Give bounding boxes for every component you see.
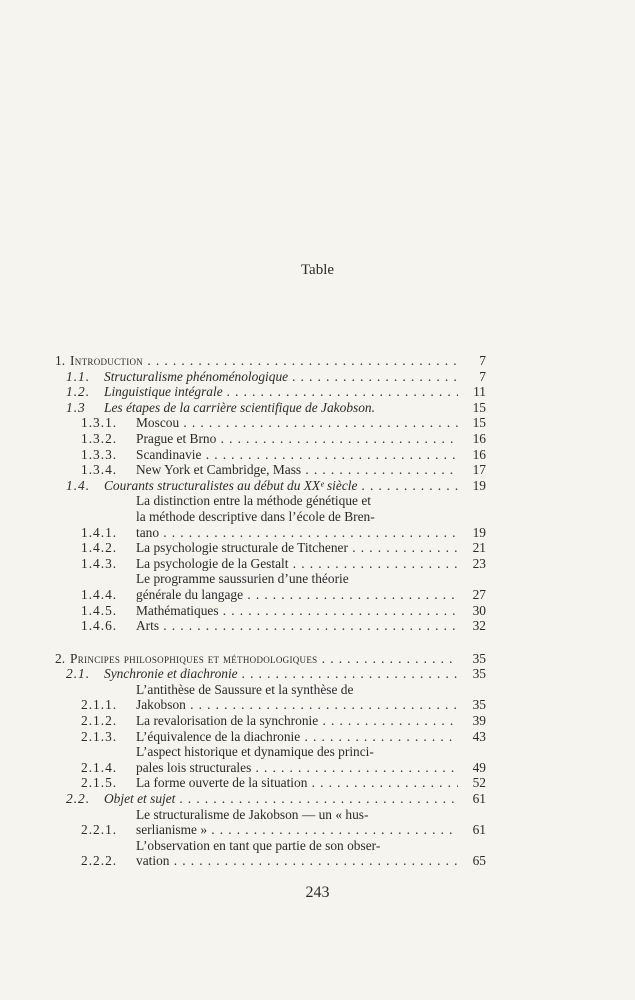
entry-number: 2.1.5.: [81, 775, 118, 791]
entry-title-line: La revalorisation de la synchronie . . .: [136, 713, 458, 729]
entry-title: [136, 493, 458, 540]
toc-entry[interactable]: [55, 493, 486, 540]
page-number: 243: [305, 884, 330, 901]
entry-page-number: 7: [479, 368, 486, 384]
entry-title-line: Le programme saussurien d’une théorie: [136, 571, 349, 587]
entry-title-line: Principes philosophiques et méthodologiques . . .: [70, 651, 458, 667]
table-of-contents: [55, 353, 486, 869]
entry-title: [136, 462, 458, 478]
entry-title-line: L’aspect historique et dynamique des princi-: [136, 744, 374, 760]
toc-entry[interactable]: [55, 713, 486, 729]
entry-title-line: L’observation en tant que partie de son obser-: [136, 837, 381, 853]
entry-title-line: Synchronie et diachronie . . .: [104, 666, 458, 682]
page-title: Table: [300, 262, 335, 278]
entry-page-number: 16: [472, 446, 486, 462]
entry-title: [104, 384, 458, 400]
entry-title: [104, 478, 458, 494]
toc-entry[interactable]: [55, 353, 486, 369]
entry-title-line: L’antithèse de Saussure et la synthèse de: [136, 681, 354, 697]
entry-number: 1.1.: [66, 368, 91, 384]
entry-number: 1.3.3.: [81, 446, 118, 462]
entry-title: [136, 556, 458, 572]
entry-title-line: La psychologie de la Gestalt . . .: [136, 556, 458, 572]
entry-title-line: La distinction entre la méthode génétique et: [136, 493, 371, 509]
entry-page-number: 21: [472, 540, 486, 556]
entry-number: 2.: [55, 650, 66, 666]
entry-page-number: 32: [472, 618, 486, 634]
toc-entry[interactable]: [55, 651, 486, 667]
entry-title: [136, 447, 458, 463]
entry-number: 1.3.2.: [81, 430, 118, 446]
entry-page-number: 30: [472, 602, 486, 618]
entry-title: [136, 415, 458, 431]
entry-title-line: Linguistique intégrale . . .: [104, 384, 458, 400]
entry-title-line: Scandinavie . . .: [136, 447, 458, 463]
entry-page-number: 7: [479, 353, 486, 368]
entry-page-number: 15: [472, 399, 486, 415]
toc-entry[interactable]: [55, 618, 486, 634]
entry-title: [136, 775, 458, 791]
entry-title: [104, 791, 458, 807]
entry-title: [136, 682, 458, 713]
entry-number: 1.4.: [66, 477, 91, 493]
toc-entry[interactable]: [55, 791, 486, 807]
entry-number: 1.4.4.: [81, 586, 118, 602]
toc-entry[interactable]: [55, 415, 486, 431]
toc-entry[interactable]: [55, 775, 486, 791]
entry-title: [136, 431, 458, 447]
entry-number: 2.1.4.: [81, 759, 118, 775]
toc-entry[interactable]: [55, 571, 486, 602]
entry-page-number: 43: [472, 728, 486, 744]
entry-number: 1.2.: [66, 384, 91, 400]
toc-entry[interactable]: [55, 462, 486, 478]
toc-entry[interactable]: [55, 478, 486, 494]
toc-entry[interactable]: [55, 682, 486, 713]
toc-entry[interactable]: [55, 447, 486, 463]
toc-entry[interactable]: [55, 729, 486, 745]
entry-number: 2.1.3.: [81, 728, 118, 744]
entry-title-line: New York et Cambridge, Mass . . .: [136, 462, 458, 478]
entry-title-line: Objet et sujet . . .: [104, 791, 458, 807]
toc-entry[interactable]: [55, 369, 486, 385]
toc-entry[interactable]: [55, 540, 486, 556]
entry-page-number: 49: [472, 759, 486, 775]
entry-number: 1.3.1.: [81, 415, 118, 431]
entry-page-number: 27: [472, 586, 486, 602]
entry-title: [70, 353, 458, 369]
entry-title-line: la méthode descriptive dans l’école de Bren-: [136, 508, 375, 524]
entry-title-line: générale du langage . . .: [136, 587, 458, 603]
entry-title: [136, 603, 458, 619]
entry-title: [136, 618, 458, 634]
entry-page-number: 23: [472, 555, 486, 571]
entry-title-line: serlianisme » . . .: [136, 822, 458, 838]
toc-entry[interactable]: [55, 666, 486, 682]
entry-title-line: La psychologie structurale de Titchener . . .: [136, 540, 458, 556]
entry-title-line: Introduction . . .: [70, 353, 458, 369]
entry-number: 1.4.1.: [81, 524, 118, 540]
toc-entry[interactable]: [55, 384, 486, 400]
entry-number: 1.4.3.: [81, 555, 118, 571]
toc-entry[interactable]: [55, 838, 486, 869]
entry-title-line: Prague et Brno . . .: [136, 431, 458, 447]
entry-number: 1.4.2.: [81, 540, 118, 556]
entry-title: [136, 729, 458, 745]
toc-entry[interactable]: [55, 807, 486, 838]
entry-page-number: 39: [472, 713, 486, 729]
entry-title: [70, 651, 458, 667]
entry-number: 2.2.2.: [81, 853, 118, 869]
entry-title-line: Les étapes de la carrière scientifique de Jakobson.: [104, 399, 375, 415]
entry-title-line: vation . . .: [136, 853, 458, 869]
entry-title-line: L’équivalence de la diachronie . . .: [136, 729, 458, 745]
entry-title: [136, 540, 458, 556]
entry-title: [136, 807, 458, 838]
entry-title-line: Moscou . . .: [136, 415, 458, 431]
entry-title-line: Arts . . .: [136, 618, 458, 634]
section-gap: [55, 634, 486, 651]
entry-number: 2.1.2.: [81, 713, 118, 729]
entry-number: 1.: [55, 353, 66, 368]
entry-page-number: 65: [472, 853, 486, 869]
toc-entry[interactable]: [55, 431, 486, 447]
entry-title-line: Mathématiques . . .: [136, 603, 458, 619]
entry-title-line: tano . . .: [136, 525, 458, 541]
entry-page-number: 35: [472, 666, 486, 682]
entry-page-number: 35: [472, 650, 486, 666]
entry-page-number: 61: [472, 822, 486, 838]
entry-title: [136, 838, 458, 869]
entry-title: [136, 571, 458, 602]
entry-number: 2.1.: [66, 666, 91, 682]
toc-entry[interactable]: [55, 400, 486, 416]
entry-title-line: La forme ouverte de la situation . . .: [136, 775, 458, 791]
entry-number: 1.3.4.: [81, 462, 118, 478]
entry-title: [136, 713, 458, 729]
entry-page-number: 52: [472, 775, 486, 791]
entry-title: [104, 400, 458, 416]
entry-title-line: Courants structuralistes au début du XXᵉ siècle . . .: [104, 478, 458, 494]
entry-title-line: Jakobson . . .: [136, 697, 458, 713]
entry-page-number: 17: [472, 462, 486, 478]
entry-title-line: Structuralisme phénoménologique . . .: [104, 369, 458, 385]
entry-page-number: 35: [472, 697, 486, 713]
entry-title: [136, 744, 458, 775]
entry-number: 2.2.1.: [81, 822, 118, 838]
toc-entry[interactable]: [55, 744, 486, 775]
toc-entry[interactable]: [55, 603, 486, 619]
entry-title-line: pales lois structurales . . .: [136, 760, 458, 776]
entry-number: 1.4.6.: [81, 618, 118, 634]
entry-page-number: 16: [472, 430, 486, 446]
entry-page-number: 19: [472, 477, 486, 493]
entry-page-number: 15: [472, 415, 486, 431]
entry-title-line: Le structuralisme de Jakobson — un « hus-: [136, 806, 369, 822]
entry-page-number: 11: [473, 384, 486, 400]
entry-title: [104, 369, 458, 385]
entry-number: 1.3: [66, 399, 86, 415]
entry-page-number: 61: [472, 791, 486, 807]
entry-page-number: 19: [472, 524, 486, 540]
entry-title: [104, 666, 458, 682]
entry-number: 2.2.: [66, 791, 91, 807]
entry-number: 2.1.1.: [81, 697, 118, 713]
toc-entry[interactable]: [55, 556, 486, 572]
entry-number: 1.4.5.: [81, 602, 118, 618]
